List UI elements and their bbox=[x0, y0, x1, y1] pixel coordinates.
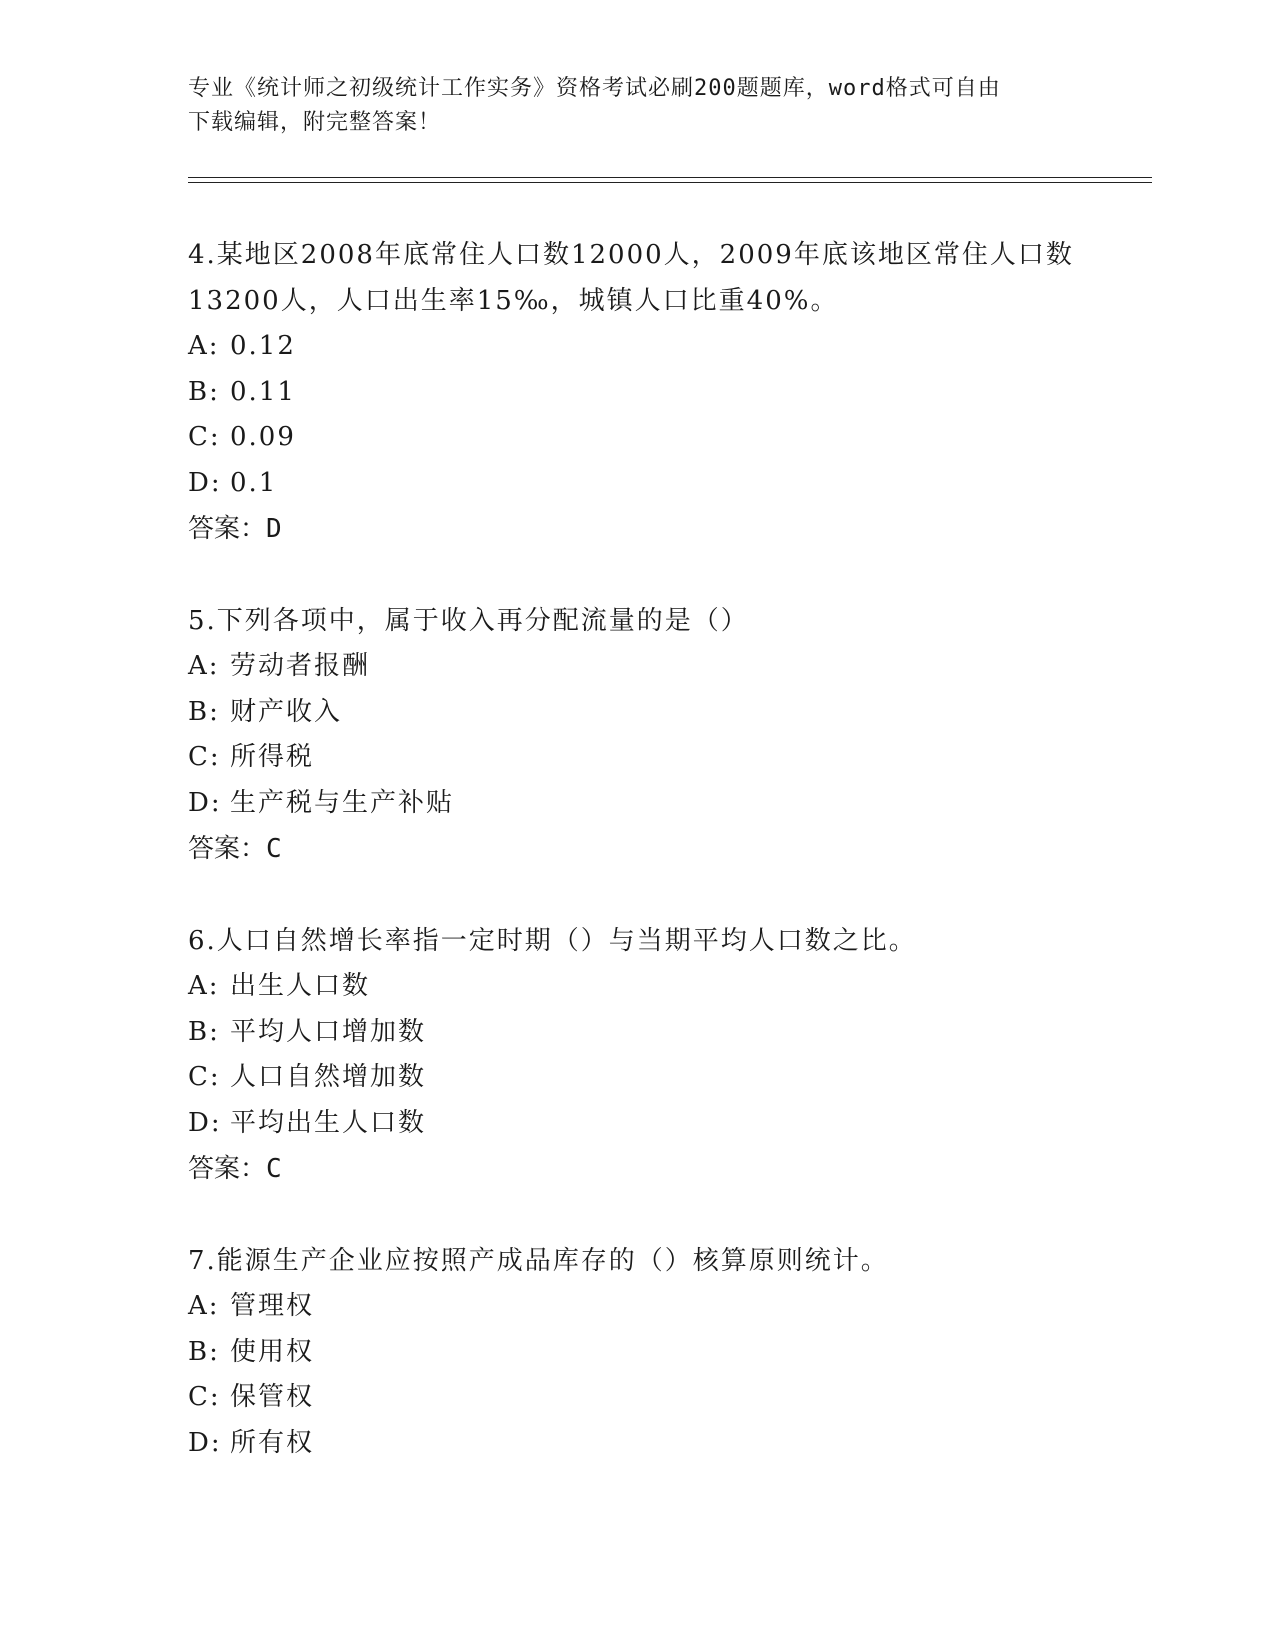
option-text: 平均人口增加数 bbox=[230, 1016, 427, 1047]
option-text: 使用权 bbox=[230, 1336, 315, 1367]
option-text: 0.12 bbox=[230, 331, 296, 361]
header-divider-top bbox=[188, 177, 1152, 178]
option-letter: D: bbox=[188, 1107, 222, 1138]
option-text: 管理权 bbox=[230, 1291, 315, 1321]
option-letter: A: bbox=[188, 651, 220, 681]
answer-line: 答案：C bbox=[188, 1154, 282, 1184]
option-text: 平均出生人口数 bbox=[230, 1107, 427, 1138]
header-line-2: 下载编辑，附完整答案！ bbox=[188, 110, 442, 135]
option-text: 财产收入 bbox=[230, 696, 343, 727]
option-letter: A: bbox=[188, 971, 220, 1001]
option-c bbox=[188, 735, 1148, 781]
question-6 bbox=[188, 918, 1148, 1192]
answer-line: 答案：C bbox=[188, 834, 282, 864]
option-letter: B: bbox=[188, 376, 220, 407]
option-d bbox=[188, 781, 1148, 827]
option-letter: A: bbox=[188, 1291, 220, 1321]
option-text: 所有权 bbox=[230, 1427, 315, 1458]
question-7 bbox=[188, 1238, 1148, 1466]
option-d bbox=[188, 1421, 1148, 1467]
option-b bbox=[188, 690, 1148, 736]
question-stem-line-1: 4.某地区2008年底常住人口数12000人，2009年底该地区常住人口数 bbox=[188, 240, 1074, 270]
header-divider-bottom bbox=[188, 182, 1152, 183]
option-b bbox=[188, 1010, 1148, 1056]
option-letter: C: bbox=[188, 422, 221, 452]
option-d bbox=[188, 1101, 1148, 1147]
question-stem bbox=[188, 232, 1148, 324]
option-text: 出生人口数 bbox=[230, 971, 371, 1001]
option-letter: B: bbox=[188, 1016, 220, 1047]
option-letter: B: bbox=[188, 1336, 220, 1367]
question-stem-line-2: 13200人，人口出生率15‰，城镇人口比重40%。 bbox=[188, 286, 839, 316]
document-header bbox=[188, 72, 1068, 140]
option-letter: C: bbox=[188, 742, 221, 772]
option-letter: C: bbox=[188, 1062, 221, 1092]
option-b bbox=[188, 370, 1148, 416]
option-text: 0.1 bbox=[230, 467, 278, 498]
option-c bbox=[188, 415, 1148, 461]
question-5 bbox=[188, 598, 1148, 872]
option-text: 0.09 bbox=[230, 422, 296, 452]
option-c bbox=[188, 1055, 1148, 1101]
header-line-1: 专业《统计师之初级统计工作实务》资格考试必刷200题题库，word格式可自由 bbox=[188, 76, 1001, 101]
option-text: 生产税与生产补贴 bbox=[230, 787, 455, 818]
option-a bbox=[188, 324, 1148, 370]
option-text: 人口自然增加数 bbox=[230, 1062, 427, 1092]
option-d bbox=[188, 461, 1148, 507]
option-text: 0.11 bbox=[230, 376, 296, 407]
option-letter: D: bbox=[188, 467, 222, 498]
option-text: 保管权 bbox=[230, 1382, 315, 1412]
option-letter: C: bbox=[188, 1382, 221, 1412]
option-c bbox=[188, 1375, 1148, 1421]
option-letter: A: bbox=[188, 331, 220, 361]
question-list bbox=[188, 232, 1148, 1512]
option-letter: D: bbox=[188, 1427, 222, 1458]
option-a bbox=[188, 964, 1148, 1010]
answer-line: 答案：D bbox=[188, 514, 282, 544]
option-text: 所得税 bbox=[230, 742, 315, 772]
option-b bbox=[188, 1330, 1148, 1376]
option-letter: D: bbox=[188, 787, 222, 818]
option-a bbox=[188, 1284, 1148, 1330]
option-text: 劳动者报酬 bbox=[230, 651, 371, 681]
option-a bbox=[188, 644, 1148, 690]
option-letter: B: bbox=[188, 696, 220, 727]
question-4 bbox=[188, 232, 1148, 552]
question-stem: 6.人口自然增长率指一定时期（）与当期平均人口数之比。 bbox=[188, 926, 917, 956]
question-stem: 5.下列各项中，属于收入再分配流量的是（） bbox=[188, 606, 749, 636]
question-stem: 7.能源生产企业应按照产成品库存的（）核算原则统计。 bbox=[188, 1246, 889, 1276]
